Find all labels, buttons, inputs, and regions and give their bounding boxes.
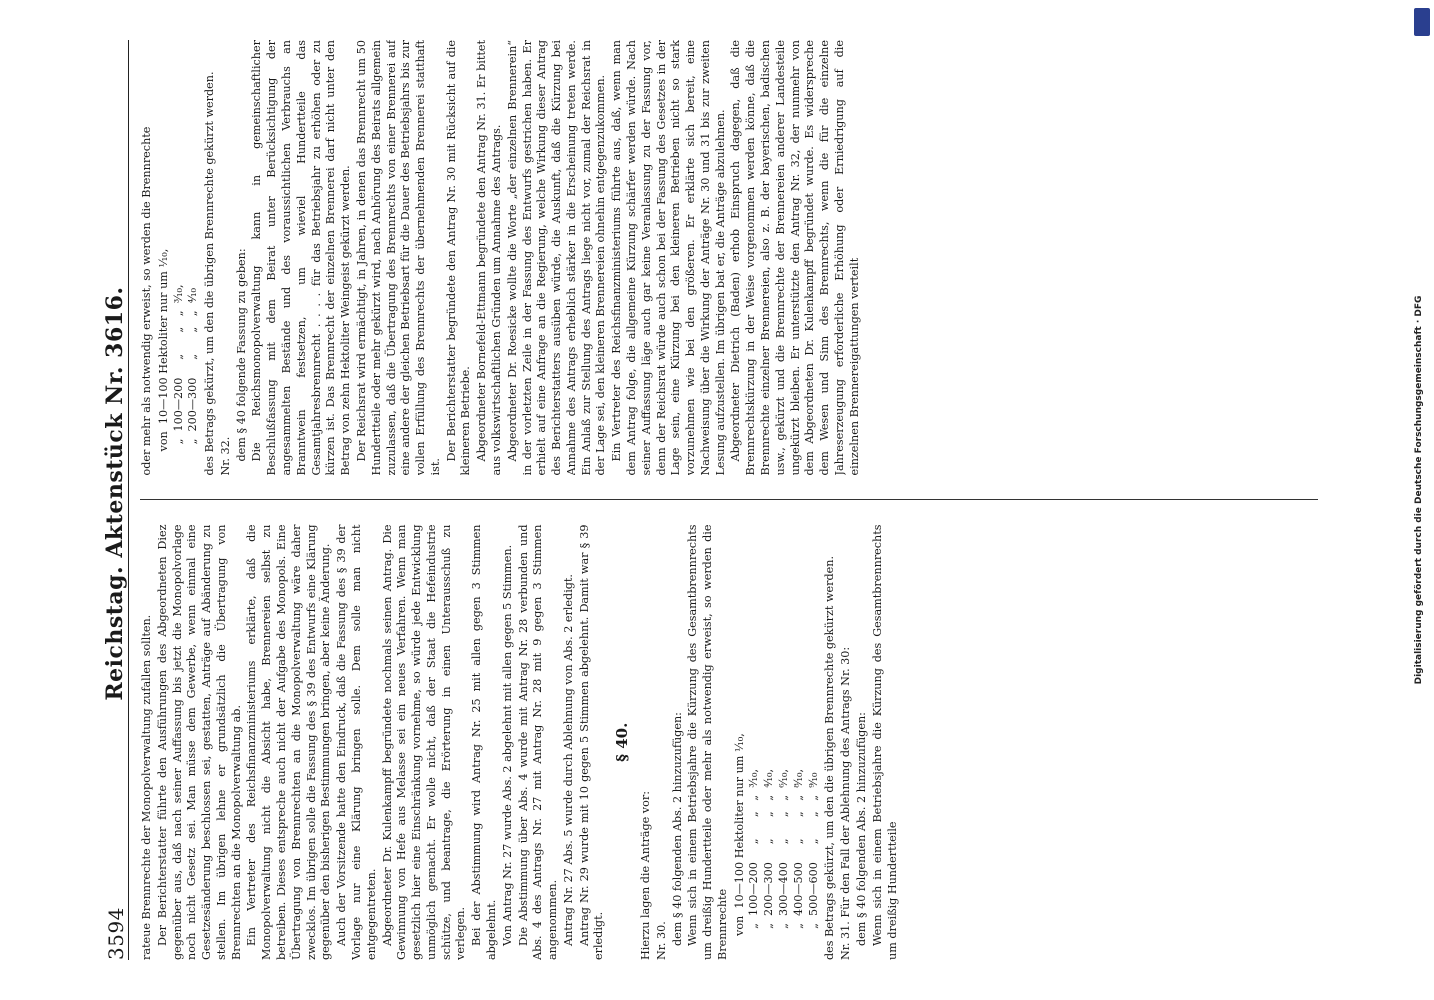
table-row: „ 300—400 „ „ „ ⁶⁄₁₀, — [777, 768, 791, 936]
table-row: von 10—100 Hektoliter nur um ¹⁄₁₀, — [156, 248, 170, 452]
paragraph: Ein Vertreter des Reichsfinanzministeriums erklärte, daß die Monopolverwaltung nicht die Absicht habe, Brennereien selbst zu betreiben. Dieses entspreche auch nicht der Aufgabe des Monopols. Eine Übertragung von Brennrechten an die Monopolverwaltung wäre daher zwecklos. Im übrigen solle die Fassung des § 39 des Entwurfs eine Klärung gegenüber den bisherigen Bestimmungen bringen, aber keine Änderung. — [245, 524, 333, 960]
paragraph: Abgeordneter Dr. Kulenkampff begründete nochmals seinen Antrag. Die Gewinnung von Hefe aus Melasse sei ein neues Verfahren. Wenn man gesetzlich hier eine Einschränkung vornehme, so würde jede Entwicklung unmöglich gemacht. Er wolle nicht, daß der Staat die Hefeindustrie schütze, und beantrage, die Erörterung in einen Unterausschuß zu verlegen. — [380, 524, 468, 960]
paragraph: Die Abstimmung über Abs. 4 wurde mit Antrag Nr. 28 verbunden und Abs. 4 des Antrags Nr. 27 mit Antrag Nr. 28 mit 9 gegen 3 Stimmen angenommen. — [516, 524, 560, 960]
page-number: 3594 — [104, 907, 128, 960]
paragraph: des Betrags gekürzt, um den die übrigen Brennrechte gekürzt werden. — [203, 71, 217, 476]
paragraph: dem § 40 folgenden Abs. 2 hinzuzufügen: — [670, 712, 684, 946]
motion-number: Nr. 32. — [218, 436, 232, 476]
paragraph: Abgeordneter Dr. Roesicke wollte die Worte „der einzelnen Brennerein“ in der vorletzten Zeile in der Fassung des Entwurfs gestrichen haben. Er erhielt auf eine Anfrage an die Regierung, welche Wirkung dieser Antrag des Berichterstatters ausüben würde, die Auskunft, daß die Kürzung bei Annahme des Antrags erheblich stärker in die Erscheinung treten werde. Ein Anlaß zur Stellung des Antrags liege nicht vor, zumal der Reichsrat in der Lage sei, den kleineren Brennereien ohnehin entgegenzukommen. — [505, 40, 608, 476]
paragraph: Die Reichsmonopolverwaltung kann in gemeinschaftlicher Beschlußfassung mit dem Beirat unter Berücksichtigung der angesammelten Bestände und des voraussichtlichen Verbrauchs an Branntwein festsetzen, um wieviel Hundertteile das Gesamtjahresbrennrecht . . . . für das Betriebsjahr zu erhöhen oder zu kürzen ist. Das Brennrecht der einzelnen Brennerei darf nicht unter den Betrag von zehn Hektoliter Weingeist gekürzt werden. — [250, 40, 353, 476]
right-column — [140, 40, 1318, 476]
page-header — [88, 40, 129, 960]
paragraph: dem § 40 folgende Fassung zu geben: — [234, 248, 248, 462]
table-row: von 10—100 Hektoliter nur um ¹⁄₁₀, — [732, 733, 746, 936]
table-row: „ 100—200 „ „ „ ³⁄₁₀, — [747, 768, 761, 936]
digitization-note-text: Digitalisierung gefördert durch die Deutsche Forschungsgemeinschaft · DFG — [1414, 295, 1424, 685]
table-row: „ 400—500 „ „ „ ⁸⁄₁₀, — [791, 768, 805, 936]
paragraph: Von Antrag Nr. 27 wurde Abs. 2 abgelehnt mit allen gegen 5 Stimmen. — [500, 544, 514, 946]
motion-number: Nr. 30. — [654, 921, 668, 960]
text-columns — [140, 40, 1318, 960]
paragraph: Abgeordneter Dietrich (Baden) erhob Einspruch dagegen, daß die Brennrechtskürzung in der Weise vorgenommen werden könne, daß die Brennrechte einzelner Brennereien, also z. B. der bayerischen, badischen usw., gekürzt und die Brennrechte der Brennereien anderer Landesteile ungekürzt bleiben. Er unterstützte den Antrag Nr. 32, der nunmehr von dem Abgeordneten Dr. Kulenkampff begründet wurde. Es widerspreche dem Wesen und Sinn des Brennrechts, wenn die für die einzelne Jahreserzeugung erforderliche Erhöhung oder Erniedrigung auf die einzelnen Brennereigattungen verteilt — [729, 40, 861, 476]
paragraph: Ein Vertreter des Reichsfinanzministeriums führte aus, daß, wenn man dem Antrag folge, die allgemeine Kürzung schärfer werden würde. Nach seiner Auffassung läge auch gar keine Veranlassung zu der Fassung vor, denn der Reichsrat würde auch schon bei der Fassung des Gesetzes in der Lage sein, eine Kürzung bei den kleineren Betrieben nicht so stark vorzunehmen wie bei den größeren. Er erklärte sich bereit, eine Nachweisung über die Wirkung der Anträge Nr. 30 und 31 bis zur zweiten Lesung aufzustellen. Im übrigen bat er, die Anträge abzulehnen. — [610, 40, 727, 476]
left-column — [140, 525, 1318, 961]
paragraph: Antrag Nr. 27 Abs. 5 wurde durch Ablehnung von Abs. 2 erledigt. — [561, 574, 575, 946]
table-row: „ 500—600 „ „ „ ⁹⁄₁₀ — [806, 772, 820, 936]
document-page — [88, 40, 1318, 960]
paragraph: des Betrags gekürzt, um den die übrigen Brennrechte gekürzt werden. — [823, 555, 837, 960]
table-row: „ 200—300 „ „ „ ⁴⁄₁₀, — [762, 768, 776, 936]
paragraph: rateue Brennrechte der Monopolverwaltung zufallen sollten. — [140, 614, 153, 960]
page-title: Reichstag. Aktenstück Nr. 3616. — [102, 286, 128, 701]
paragraph: Der Berichterstatter begründete den Antrag Nr. 30 mit Rücksicht auf die kleineren Betriebe. — [444, 40, 473, 476]
paragraph: Antrag Nr. 29 wurde mit 10 gegen 5 Stimmen abgelehnt. Damit war § 39 erledigt. — [577, 524, 606, 960]
paragraph: Wenn sich in einem Betriebsjahre die Kürzung des Gesamtbrennrechts um dreißig Hundertteile oder mehr als notwendig erweist, so werden die Brennrechte — [686, 524, 729, 960]
section-heading: § 40. — [613, 722, 632, 762]
table-row: „ 100—200 „ „ „ ³⁄₁₀, — [171, 284, 185, 452]
paragraph: Hierzu lagen die Anträge vor: — [639, 791, 653, 960]
column-divider — [140, 500, 1318, 501]
paragraph: Der Berichterstatter führte den Ausführungen des Abgeordneten Diez gegenüber aus, daß nach seiner Auffassung bis jetzt die Monopolvorlage noch nicht Gesetz sei. Man müsse dem Gewerbe, wenn einmal eine Gesetzesänderung beschlossen sei, gestatten, Anträge auf Abänderung zu stellen. Im übrigen lehne er grundsätzlich die Übertragung von Brennrechten an die Monopolverwaltung ab. — [155, 524, 243, 960]
reduction-table — [733, 525, 822, 937]
paragraph: Abgeordneter Bornefeld-Ettmann begründete den Antrag Nr. 31. Er bittet aus volkswirtschaftlichen Gründen um Annahme des Antrags. — [475, 40, 503, 476]
motion-number: Nr. 31. Für den Fall der Ablehnung des Antrags Nr. 30: — [839, 646, 853, 960]
rotated-sheet — [88, 40, 1318, 960]
paragraph: Bei der Abstimmung wird Antrag Nr. 25 mit allen gegen 3 Stimmen abgelehnt. — [470, 524, 498, 960]
table-row: „ 200—300 „ „ „ ⁴⁄₁₀ — [186, 287, 200, 452]
paragraph: Der Reichsrat wird ermächtigt, in Jahren, in denen das Brennrecht um 50 Hundertteile oder mehr gekürzt wird, nach Anhörung des Beirats allgemein zuzulassen, daß die Übertragung des Brennrechts von einer Brennerei auf eine andere der gleichen Betriebsart für die Dauer des Betriebsjahrs bis zur vollen Erfüllung des Brennrechts der übernehmenden Brennerei statthaft ist. — [354, 40, 442, 476]
digitization-note — [1410, 10, 1428, 970]
paragraph: Auch der Vorsitzende hatte den Eindruck, daß die Fassung des § 39 der Vorlage nur eine Klärung bringen solle. Dem solle man nicht entgegentreten. — [335, 524, 378, 960]
paragraph: oder mehr als notwendig erweist, so werden die Brennrechte — [140, 126, 153, 476]
paragraph: Wenn sich in einem Betriebsjahre die Kürzung des Gesamtbrennrechts um dreißig Hundertteile — [870, 524, 899, 960]
reduction-table — [157, 40, 201, 452]
paragraph: dem § 40 folgenden Abs. 2 hinzuzufügen: — [854, 712, 868, 946]
